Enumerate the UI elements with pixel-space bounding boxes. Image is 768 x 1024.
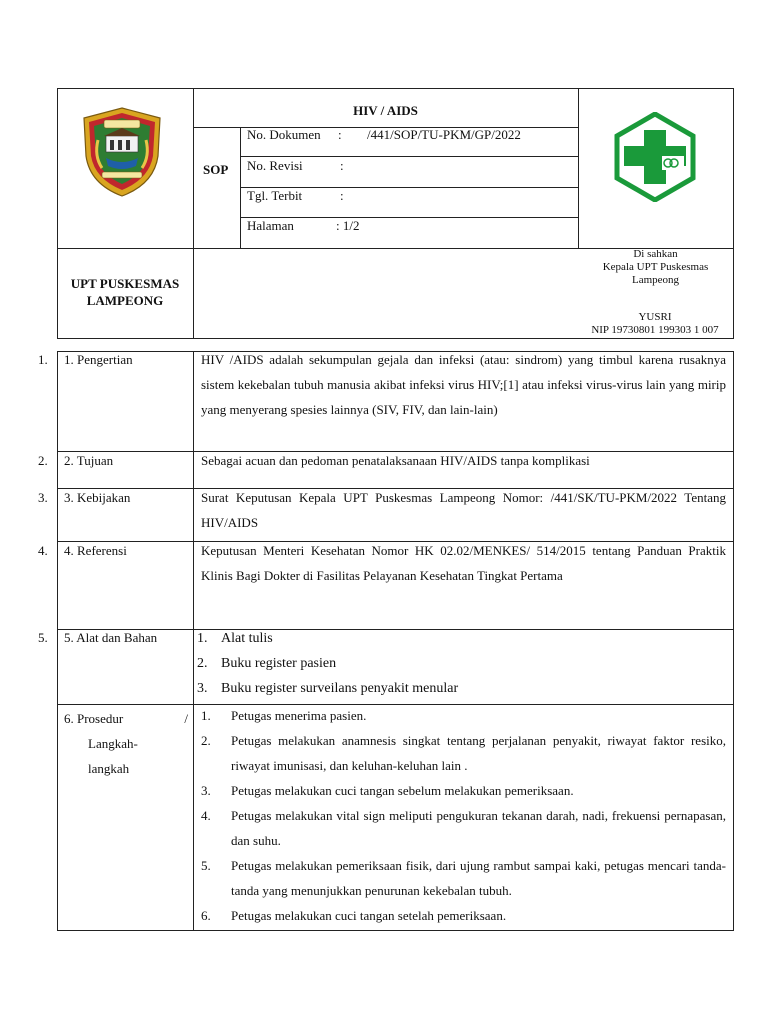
section-label-procedure [64, 706, 188, 781]
signatory [565, 311, 745, 337]
list-item [197, 676, 722, 701]
row-number-5: 5. [38, 630, 48, 645]
section-content-purpose: Sebagai acuan dan pedoman penatalaksanaan HIV/AIDS tanpa komplikasi [201, 453, 590, 468]
doc-number-value: /441/SOP/TU-PKM/GP/2022 [367, 127, 521, 142]
section-label-definition: 1. Pengertian [64, 352, 133, 367]
list-item-number: 3. [197, 681, 208, 696]
list-item-text: Buku register pasien [221, 656, 337, 671]
approval-place: Lampeong [631, 274, 680, 286]
revision-label: No. Revisi [247, 158, 303, 173]
document-title: HIV / AIDS [353, 103, 418, 118]
signatory-name: YUSRI [638, 311, 672, 323]
list-item-text: Buku register surveilans penyakit menular [221, 681, 459, 696]
tools-list [197, 626, 722, 701]
doc-number-sep: : [338, 127, 342, 142]
procedure-label-line2: Langkah- [88, 736, 138, 751]
section-label-reference: 4. Referensi [64, 543, 127, 558]
org-name-line2: LAMPEONG [86, 293, 164, 308]
step-number: 3. [201, 783, 211, 798]
section-content-policy: Surat Keputusan Kepala UPT Puskesmas Lampeong Nomor: /441/SK/TU-PKM/2022 Tentang HIV/AIDS [201, 490, 726, 530]
approval-block [578, 248, 733, 287]
sop-label: SOP [203, 162, 229, 177]
list-item-number: 1. [197, 631, 208, 646]
step-number: 2. [201, 733, 211, 748]
list-item [201, 853, 726, 903]
row-number-2: 2. [38, 453, 48, 468]
step-number: 4. [201, 808, 211, 823]
doc-number-label: No. Dokumen [247, 127, 321, 142]
approval-status: Di sahkan [633, 248, 678, 260]
row-number-4: 4. [38, 543, 48, 558]
step-text: Petugas melakukan cuci tangan sebelum melakukan pemeriksaan. [231, 783, 574, 798]
list-item [201, 728, 726, 778]
step-text: Petugas melakukan pemeriksaan fisik, dari ujung rambut sampai kaki, petugas mencari tanda-tanda yang menunjukkan penurunan kekebalan tubuh. [231, 858, 726, 898]
step-text: Petugas melakukan anamnesis singkat tentang perjalanan penyakit, riwayat faktor resiko, riwayat imunisasi, dan keluhan-keluhan lain . [231, 733, 726, 773]
list-item [197, 651, 722, 676]
section-content-definition: HIV /AIDS adalah sekumpulan gejala dan infeksi (atau: sindrom) yang timbul karena rusaknya sistem kekebalan tubuh manusia akibat infeksi virus HIV;[1] atau infeksi virus-virus lain yang mirip yang menyerang spesies lainnya (SIV, FIV, dan lain-lain) [201, 352, 726, 417]
section-label-purpose: 2. Tujuan [64, 453, 114, 468]
list-item-number: 2. [197, 656, 208, 671]
step-number: 1. [201, 708, 211, 723]
step-text: Petugas melakukan cuci tangan setelah pemeriksaan. [231, 908, 507, 923]
regency-emblem-logo [80, 106, 164, 198]
procedure-label-slash: / [184, 711, 188, 726]
procedure-label-line3: langkah [88, 761, 130, 776]
procedure-steps [201, 703, 726, 928]
puskesmas-logo [610, 112, 700, 202]
list-item [201, 903, 726, 928]
list-item [201, 703, 726, 728]
step-number: 6. [201, 908, 211, 923]
issue-date-label: Tgl. Terbit [247, 188, 303, 203]
row-number-1: 1. [38, 352, 48, 367]
section-label-policy: 3. Kebijakan [64, 490, 131, 505]
list-item-text: Alat tulis [221, 631, 273, 646]
list-item [201, 778, 726, 803]
revision-sep: : [340, 158, 344, 173]
section-label-tools: 5. Alat dan Bahan [64, 630, 158, 645]
step-text: Petugas melakukan vital sign meliputi pengukuran tekanan darah, nadi, frekuensi pernapasan, dan suhu. [231, 808, 726, 848]
list-item [201, 803, 726, 853]
row-number-3: 3. [38, 490, 48, 505]
page-value: : 1/2 [336, 218, 360, 233]
issue-date-sep: : [340, 188, 344, 203]
step-number: 5. [201, 858, 211, 873]
step-text: Petugas menerima pasien. [231, 708, 367, 723]
page-label: Halaman [247, 218, 294, 233]
org-name-line1: UPT PUSKESMAS [70, 276, 180, 291]
list-item [197, 626, 722, 651]
signatory-nip: NIP 19730801 199303 1 007 [591, 324, 719, 336]
approval-position: Kepala UPT Puskesmas [602, 261, 709, 273]
section-content-reference: Keputusan Menteri Kesehatan Nomor HK 02.02/MENKES/ 514/2015 tentang Panduan Praktik Klinis Bagi Dokter di Fasilitas Pelayanan Kesehatan Tingkat Pertama [201, 543, 726, 583]
org-name [57, 275, 193, 309]
procedure-label-main: 6. Prosedur [64, 711, 124, 726]
